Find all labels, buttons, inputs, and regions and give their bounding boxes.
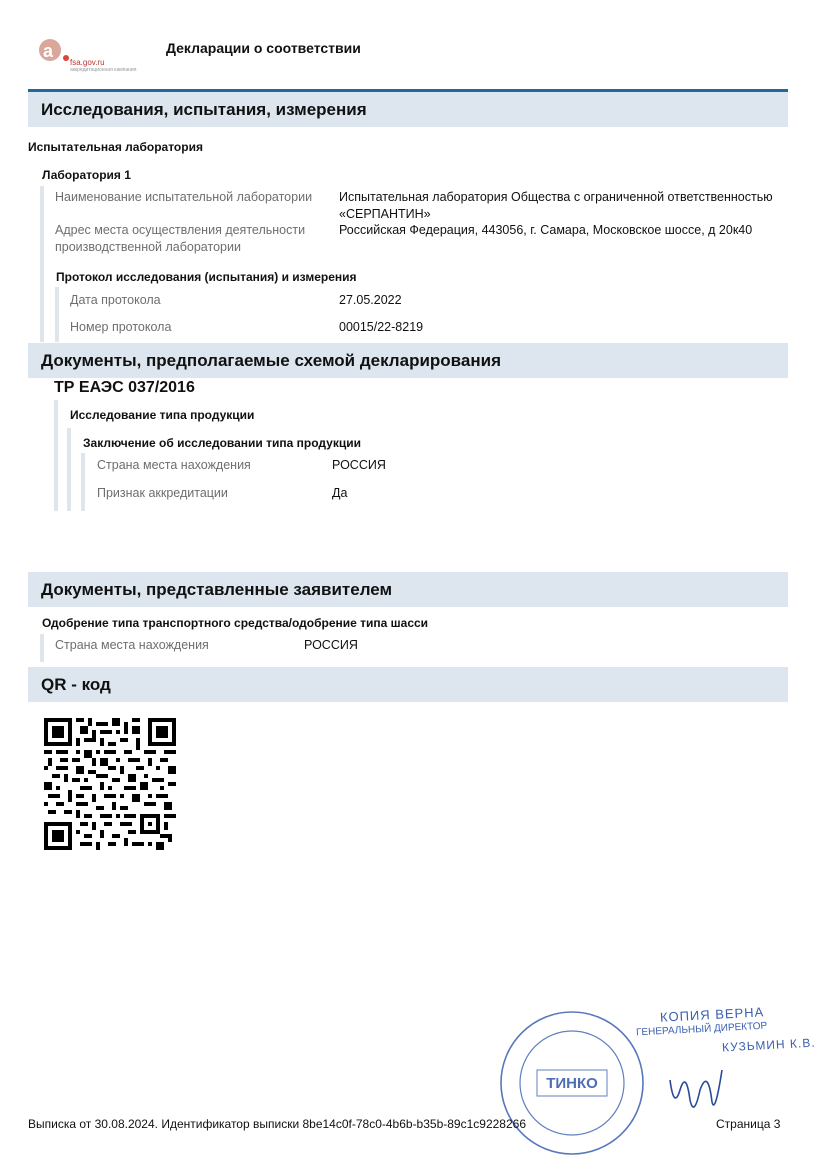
qr-code [44, 718, 176, 855]
protocol-date-label: Дата протокола [70, 293, 161, 307]
signature [660, 1060, 730, 1125]
applicant-country-value: РОССИЯ [304, 638, 358, 652]
lab-name-value-2: «СЕРПАНТИН» [339, 207, 431, 221]
lab-group-bar [40, 186, 44, 342]
accreditation-label: Признак аккредитации [97, 486, 228, 500]
applicant-country-label: Страна места нахождения [55, 638, 209, 652]
footer-page: Страница 3 [716, 1117, 781, 1131]
lab-address-label-2: производственной лаборатории [55, 240, 241, 254]
lab-heading: Испытательная лаборатория [28, 140, 203, 154]
lab-sub-heading: Лаборатория 1 [42, 168, 131, 182]
protocol-heading: Протокол исследования (испытания) и измерения [56, 270, 357, 284]
copy-verified-line1: КОПИЯ ВЕРНА [659, 1004, 765, 1025]
conclusion-heading: Заключение об исследовании типа продукции [83, 436, 361, 450]
logo-subtext: аккредитационная кампания [70, 67, 137, 73]
protocol-number-label: Номер протокола [70, 320, 172, 334]
lab-name-value-1: Испытательная лаборатория Общества с ограниченной ответственностью [339, 190, 773, 204]
conclusion-bar [81, 453, 85, 511]
section-research [28, 92, 788, 127]
scheme-country-value: РОССИЯ [332, 458, 386, 472]
footer-extract: Выписка от 30.08.2024. Идентификатор выписки 8be14c0f-78c0-4b6b-b35b-89c1c9228266 [28, 1117, 526, 1131]
type-research-bar [67, 428, 71, 511]
section-research-title: Исследования, испытания, измерения [41, 100, 367, 119]
lab-address-label-1: Адрес места осуществления деятельности [55, 223, 306, 237]
approval-bar [40, 634, 44, 662]
copy-verified-line3: КУЗЬМИН К.В. [721, 1035, 816, 1055]
copy-verified-line2: ГЕНЕРАЛЬНЫЙ ДИРЕКТОР [635, 1020, 768, 1039]
type-research-heading: Исследование типа продукции [70, 408, 255, 422]
section-documents-applicant-title: Документы, представленные заявителем [41, 580, 393, 599]
section-documents-applicant [28, 572, 788, 607]
regulation-title: ТР ЕАЭС 037/2016 [54, 379, 195, 396]
lab-address-value: Российская Федерация, 443056, г. Самара, Московское шоссе, д 20к40 [339, 223, 753, 237]
protocol-number-value: 00015/22-8219 [339, 320, 424, 334]
svg-text:а: а [43, 41, 54, 61]
scheme-country-label: Страна места нахождения [97, 458, 251, 472]
section-qr-title: QR - код [41, 675, 111, 694]
section-qr [28, 667, 788, 702]
company-seal [497, 1008, 647, 1163]
lab-name-label: Наименование испытательной лаборатории [55, 190, 313, 204]
section-documents-scheme [28, 343, 788, 378]
page-title: Декларации о соответствии [166, 40, 361, 56]
accreditation-value: Да [332, 486, 348, 500]
logo-text: fsa.gov.ru [70, 58, 105, 67]
section-documents-scheme-title: Документы, предполагаемые схемой декларирования [41, 351, 501, 370]
scheme-group-bar [54, 400, 58, 511]
seal-brand: ТИНКО [546, 1075, 598, 1092]
approval-heading: Одобрение типа транспортного средства/одобрение типа шасси [42, 616, 429, 630]
protocol-group-bar [55, 287, 59, 342]
protocol-date-value: 27.05.2022 [339, 293, 402, 307]
